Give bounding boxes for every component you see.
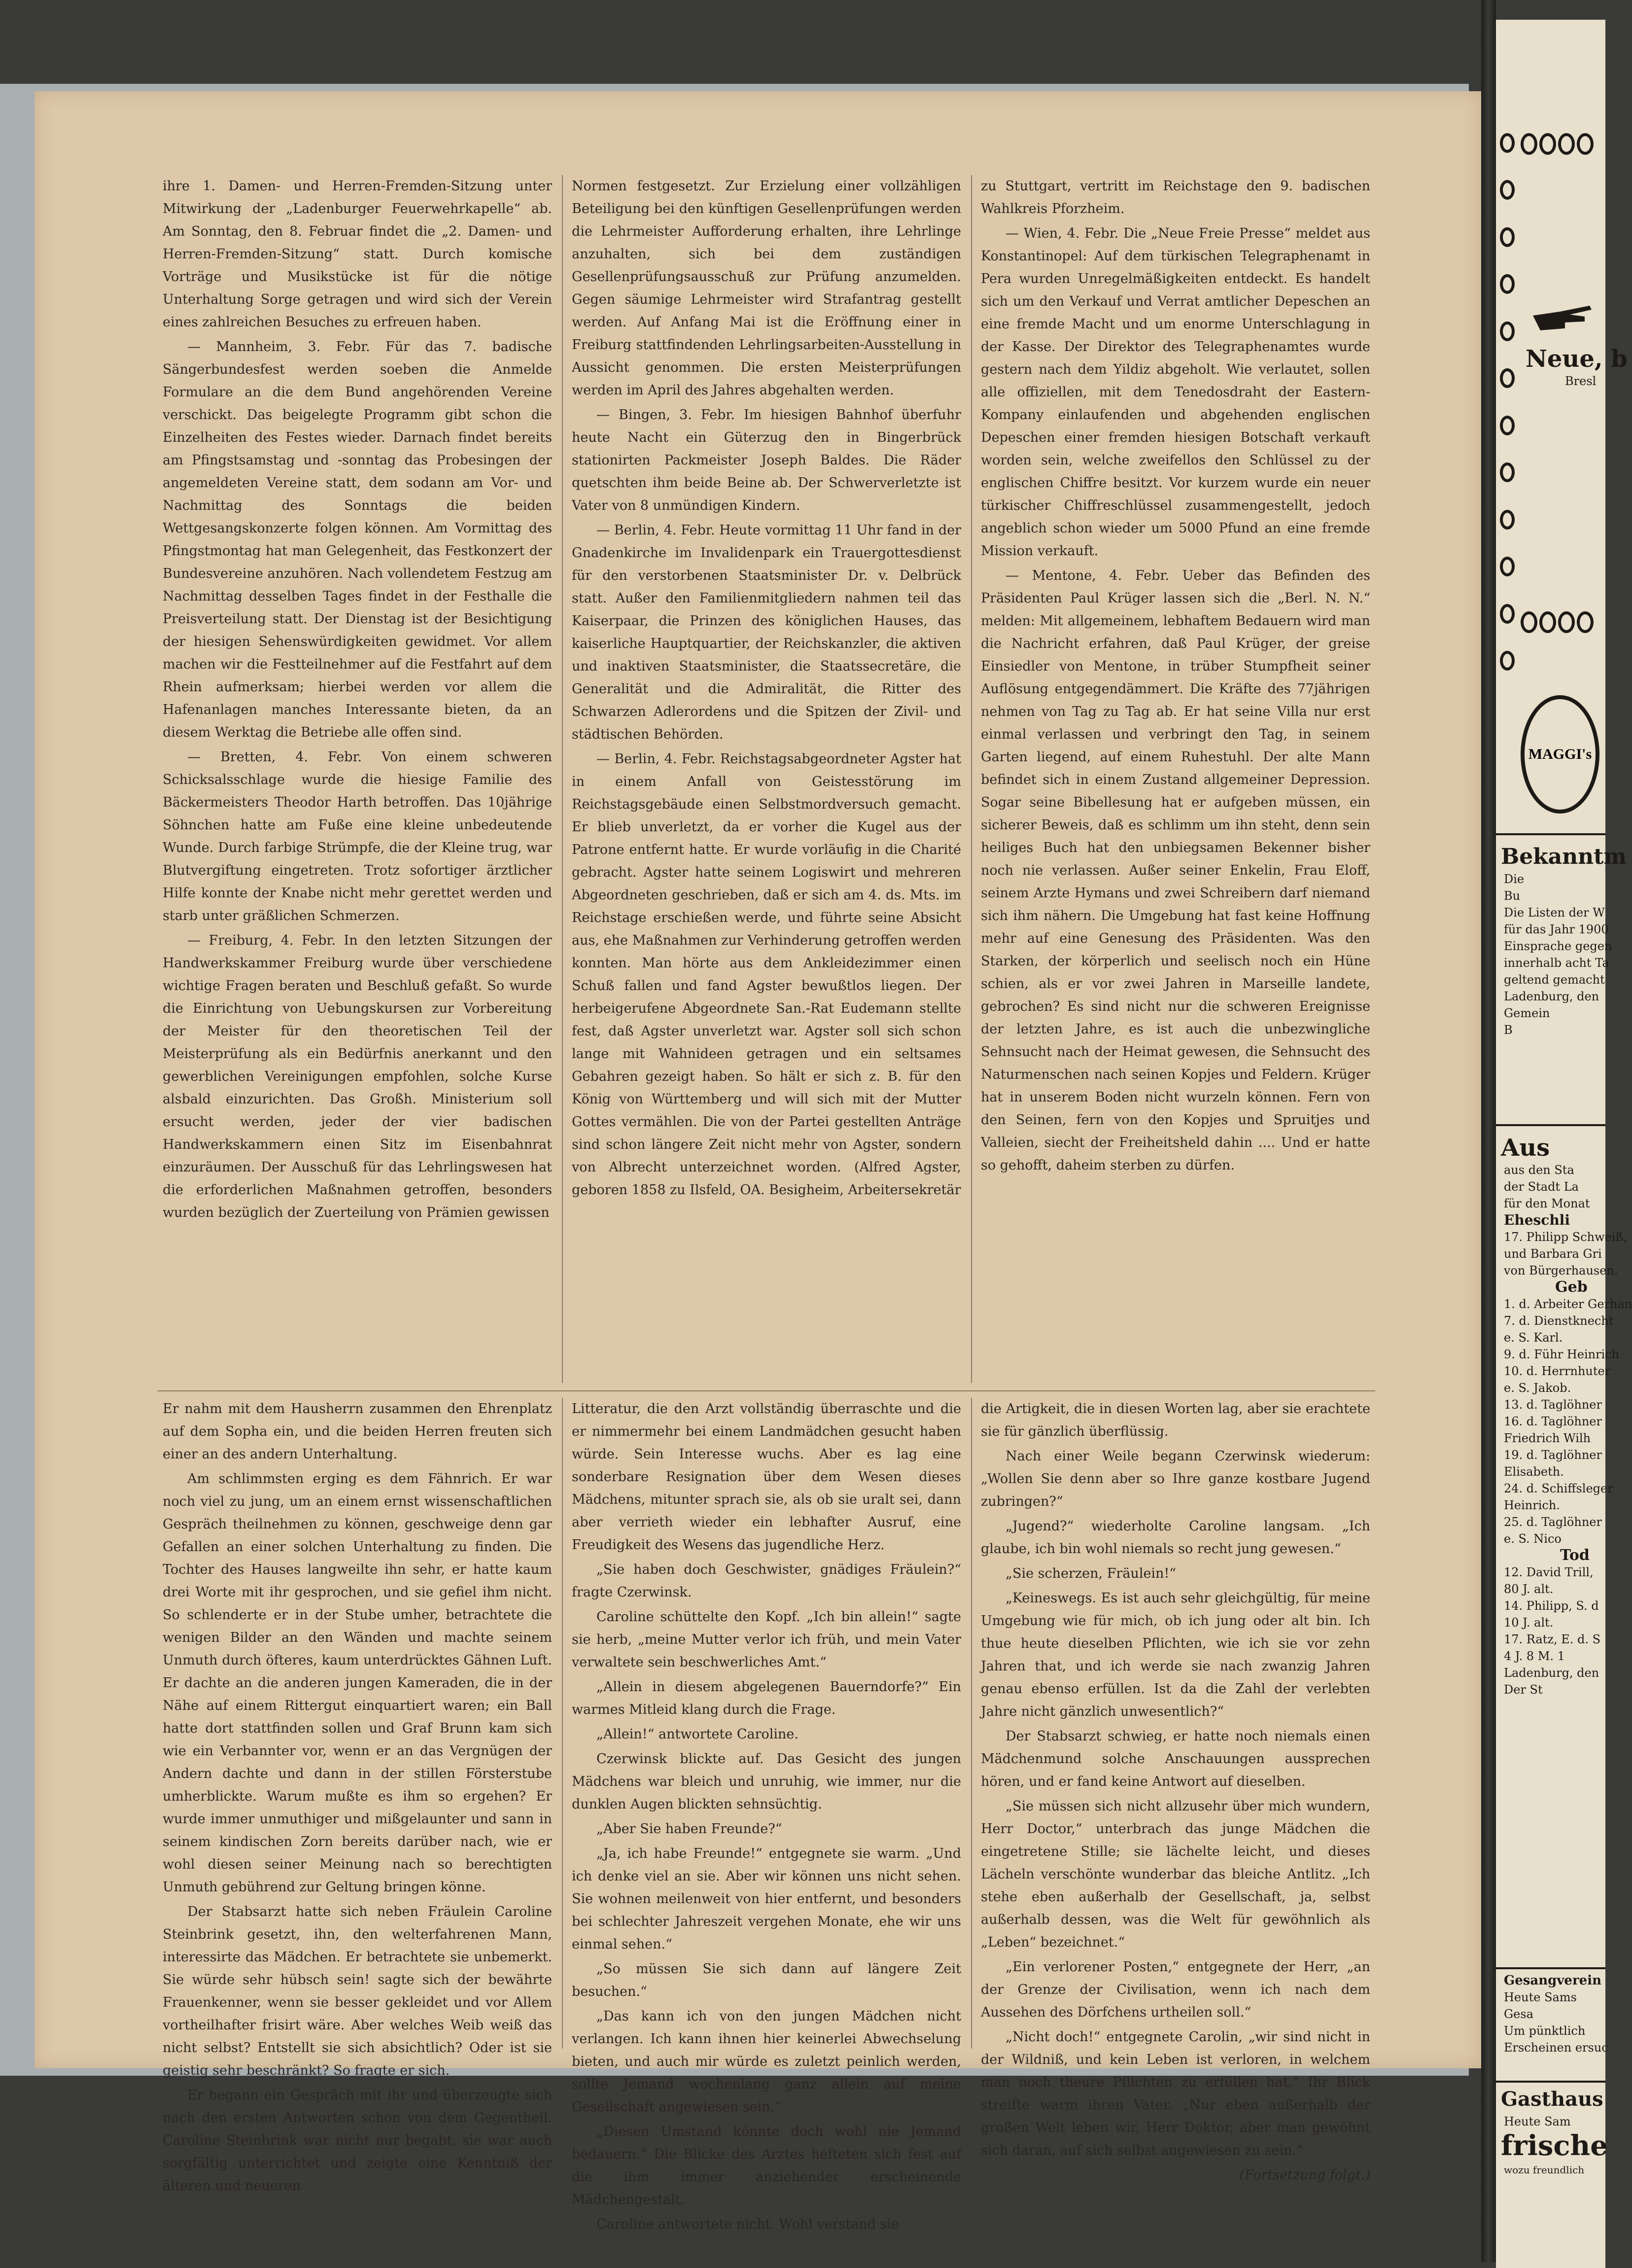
ad-text-line: 7. d. Dienstknecht xyxy=(1504,1314,1614,1328)
ad-text-line: 17. Ratz, E. d. S xyxy=(1504,1632,1601,1646)
section-rule xyxy=(1496,1967,1605,1969)
inn-ad: Gasthaus Heute Sam frische wozu freundlich xyxy=(1496,2086,1605,2178)
ad-text-line: 10 J. alt. xyxy=(1504,1616,1554,1630)
ad-text-line: Die xyxy=(1504,872,1525,886)
story-paragraph: Caroline antwortete nicht. Wohl verstand sie xyxy=(596,2217,899,2232)
book-gutter xyxy=(1481,0,1496,2262)
continuation-note: (Fortsetzung folgt.) xyxy=(1239,2167,1370,2183)
story-paragraph: „Keineswegs. Es ist auch sehr gleichgültig, für meine Umgebung wie für mich, ob ich jung oder alt bin. Ich thue heute dieselben Pflichten, wie ich sie vor zehn Jahren that, und ich werde sie nach zwanzig Jahren genau ebenso erfüllen. Ist da die Zahl der verlebten Jahre nicht gänzlich unwesentlich?“ xyxy=(981,1591,1370,1719)
maggi-ad-oval xyxy=(1521,695,1599,814)
ad-text-line: Ladenburg, den xyxy=(1504,1666,1599,1680)
ad-text-line: e. S. Jakob. xyxy=(1504,1381,1571,1395)
article-paragraph: Normen festgesetzt. Zur Erzielung einer vollzähligen Beteiligung bei den künftigen Gesellenprüfungen werden die Lehrmeister Aufforderung erhalten, ihre Lehrlinge anzuhalten, sich bei dem zuständigen Gesellenprüfungsausschuß zur Prüfung anzumelden. Gegen säumige Lehrmeister wird Strafantrag gestellt werden. Auf Anfang Mai ist die Eröffnung einer in Freiburg stattfindenden Lehrlingsarbeiten-Ausstellung in Aussicht genommen. Die ersten Meisterprüfungen werden im April des Jahres abgehalten werden. xyxy=(572,178,961,398)
column-divider xyxy=(562,1398,563,2049)
story-paragraph: die Artigkeit, die in diesen Worten lag, aber sie erachtete sie für gänzlich überflüssig. xyxy=(981,1401,1370,1439)
ring-ornament-icon xyxy=(1539,133,1556,155)
article-paragraph: — Bretten, 4. Febr. Von einem schweren Schicksalsschlage wurde die hiesige Familie des Bäckermeisters Theodor Harth betroffen. Das 10jährige Söhnchen hatte am Fuße eine kleine unbedeutende Wunde. Durch farbige Strümpfe, die der Kleine trug, war Blutvergiftung eingetreten. Trotz sofortiger ärztlicher Hilfe konnte der Knabe nicht mehr gerettet werden und starb unter gräßlichen Schmerzen. xyxy=(163,749,552,923)
ad-text-line: 80 J. alt. xyxy=(1504,1582,1554,1596)
birth-lines xyxy=(1496,1296,1632,1547)
story-paragraph: „Allein!“ antwortete Caroline. xyxy=(596,1727,799,1742)
ad-text-line: 14. Philipp, S. d xyxy=(1504,1599,1599,1613)
ad-text-line: Ladenburg, den xyxy=(1504,990,1599,1003)
ad-text-line: 9. d. Führ Heinrich xyxy=(1504,1347,1620,1361)
story-paragraph: „Sie haben doch Geschwister, gnädiges Fräulein?“ fragte Czerwinsk. xyxy=(572,1562,961,1600)
story-paragraph: Er nahm mit dem Hausherrn zusammen den Ehrenplatz auf dem Sopha ein, und die beiden Herren freuten sich einer an des andern Unterhaltung. xyxy=(163,1401,552,1462)
ring-ornament-icon xyxy=(1521,133,1537,155)
ring-ornament-icon xyxy=(1500,510,1515,530)
article-paragraph: — Mannheim, 3. Febr. Für das 7. badische Sängerbundesfest werden soeben die Anmelde Formulare an die dem Bund angehörenden Vereine verschickt. Das beigelegte Programm gibt schon die Einzelheiten des Festes wieder. Darnach findet bereits am Pfingstsamstag und -sonntag das Probesingen der angemeldeten Vereine statt, dem sodann am Vor- und Nachmittag des Sonntags die beiden Wettgesangskonzerte folgen können. Am Vormittag des Pfingstmontag hat man Gelegenheit, das Festkonzert der Bundesvereine anzuhören. Nach vollendetem Festzug am Nachmittag desselben Tages findet in der Festhalle die Preisverteilung statt. Der Dienstag ist der Besichtigung der hiesigen Sehenswürdigkeiten gewidmet. Vor allem machen wir die Festteilnehmer auf die Festfahrt auf dem Rhein aufmerksam; hierbei werden vor allem die Hafenanlagen manches Interessante bieten, da an diesem Werktag die Betriebe alle offen sind. xyxy=(163,339,552,740)
column-divider xyxy=(971,175,972,1383)
story-paragraph: Der Stabsarzt hatte sich neben Fräulein Caroline Steinbrink gesetzt, ihn, den welterfahrenen Mann, interessirte das Mädchen. Er betrachtete sie unbemerkt. Sie würde sehr hübsch sein! sagte sich der bewährte Frauenkenner, wenn sie besser gekleidet und vor Allem vortheilhafter frisirt wäre. Aber welches Weib weiß das nicht selbst? Entstellt sie sich absichtlich? Oder ist sie geistig sehr beschränkt? So fragte er sich. xyxy=(163,1904,552,2078)
ring-ornament-icon xyxy=(1500,416,1515,435)
ad-text-line: 16. d. Taglöhner xyxy=(1504,1415,1602,1428)
story-paragraph: Nach einer Weile begann Czerwinsk wiederum: „Wollen Sie denn aber so Ihre ganze kostbare Jugend zubringen?“ xyxy=(981,1449,1370,1509)
ring-ornament-icon xyxy=(1500,321,1515,341)
ad-text-line: e. S. Karl. xyxy=(1504,1331,1563,1345)
pointing-hand-icon xyxy=(1530,301,1595,335)
ad-text-line: 17. Philipp Schweiß, xyxy=(1504,1230,1628,1244)
ad-text-line: 13. d. Taglöhner xyxy=(1504,1398,1602,1412)
ad-text-line: Gemein xyxy=(1504,1006,1550,1020)
section-rule xyxy=(1496,1124,1605,1126)
death-lines xyxy=(1496,1564,1605,1698)
ad-text-line: Um pünktlich xyxy=(1504,2024,1586,2038)
story-paragraph: „Allein in diesem abgelegenen Bauerndorfe?“ Ein warmes Mitleid klang durch die Frage. xyxy=(572,1679,961,1717)
ad-text-line: Die Listen der W xyxy=(1504,906,1605,920)
article-paragraph: — Berlin, 4. Febr. Heute vormittag 11 Uhr fand in der Gnadenkirche im Invalidenpark ein Trauergottesdienst für den verstorbenen Staatsminister Dr. v. Delbrück statt. Außer den Familienmitgliedern nahmen teil das Kaiserpaar, die Prinzen des königlichen Hauses, das kaiserliche Hauptquartier, der Reichskanzler, die aktiven und inaktiven Staatsminister, die Staatssecretäre, die Generalität und die Admiralität, die Ritter des Schwarzen Adlerordens und die Spitzen der Zivil- und städtischen Behörden. xyxy=(572,523,961,742)
feuilleton-rule xyxy=(158,1390,1375,1391)
ad-headline: Neue, b Bresl xyxy=(1526,345,1628,388)
story-paragraph: Am schlimmsten erging es dem Fähnrich. Er war noch viel zu jung, um an einem ernst wissenschaftlichen Gespräch theilnehmen zu können, geschweige denn gar Gefallen an einer solchen Unterhaltung zu finden. Die Tochter des Hauses langweilte ihn sehr, er hatte kaum drei Worte mit ihr gesprochen, und sie gefiel ihm nicht. So schlenderte er in der Stube umher, betrachtete die wenigen Bilder an den Wänden und machte seinem Unmuth durch öfteres, kaum unterdrücktes Gähnen Luft. Er dachte an die anderen jungen Kameraden, die in der Nähe auf einem Rittergut einquartiert waren; ein Ball hatte dort stattfinden sollen und Graf Brunn kam sich wie ein Verbannter vor, wenn er an das Vergnügen der Andern dachte und dann in der stillen Försterstube umherblickte. Warum mußte es ihm so ergehen? Er wurde immer unmuthiger und mißgelaunter und sann in seinem kindischen Zorn bereits darüber nach, wie er wohl diesen seiner Meinung nach so berechtigten Unmuth gebührend zur Geltung bringen könne. xyxy=(163,1471,552,1895)
ad-text-line: Elisabeth. xyxy=(1504,1465,1564,1479)
ad-text-line: Einsprache gegen xyxy=(1504,939,1612,953)
notice-lines xyxy=(1496,871,1612,1038)
story-paragraph: Er begann ein Gespräch mit ihr und überzeugte sich nach den ersten Antworten schon von dem Gegentheil. Caroline Steinbrink war nicht nur begabt, sie war auch sorgfältig unterrichtet und zeigte eine Kenntniß der älteren und neueren xyxy=(163,2088,552,2194)
story-paragraph: „Ein verlorener Posten,“ entgegnete der Herr, „an der Grenze der Civilisation, wenn ich nach dem Aussehen des Dörfchens urtheilen soll.“ xyxy=(981,1959,1370,2020)
inn-ad-lines xyxy=(1496,2113,1605,2130)
story-paragraph: „So müssen Sie sich dann auf längere Zeit besuchen.“ xyxy=(572,1961,961,1999)
ornamental-ring-row xyxy=(1521,133,1594,155)
column-divider xyxy=(562,175,563,1383)
ad-text-line: 25. d. Taglöhner xyxy=(1504,1515,1602,1529)
section-rule xyxy=(1496,833,1605,835)
article-paragraph: — Mentone, 4. Febr. Ueber das Befinden des Präsidenten Paul Krüger lassen sich die „Berl. N. N.“ melden: Mit allgemeinem, lebhaftem Bedauern wird man die Nachricht erfahren, daß Paul Krüger, der greise Einsiedler von Mentone, in trüber Stumpfheit seiner Auflösung entgegendämmert. Die Kräfte des 77jährigen nehmen von Tag zu Tag ab. Er hat seine Villa nur erst einmal verlassen und verbringt den Tag, in seinem Garten liegend, auf einem Ruhestuhl. Der alte Mann befindet sich in einem Zustand allgemeiner Depression. Sogar seine Bibellesung hat er aufgeben müssen, ein sicherer Beweis, daß es schlimm um ihn steht, denn sein heiliges Buch hat den unbiegsamen Bekenner bisher noch nie verlassen. Außer seiner Enkelin, Frau Eloff, seinem Arzte Hymans und zwei Schreibern darf niemand sich ihm nähern. Die Umgebung hat fast keine Hoffnung mehr auf eine Genesung des Präsidenten. Was den Starken, der körperlich und seelisch noch ein Hüne schien, als er vor zwei Jahren in Marseille landete, gebrochen? Es sind nicht nur die schweren Ereignisse der letzten Jahre, es ist auch die unbezwingliche Sehnsucht nach der Heimat gewesen, die Sehnsucht des Naturmenschen nach seinen Kopjes und Feldern. Krüger hat in unserem Boden nicht wurzeln können. Fern von den Seinen, fern von den Kopjes und Spruitjes und Valleien, siecht der Freiheitsheld dahin .... Und er hatte so gehofft, daheim sterben zu dürfen. xyxy=(981,568,1370,1173)
ring-ornament-icon xyxy=(1521,611,1537,633)
ad-text-line: für den Monat xyxy=(1504,1197,1590,1210)
bottom-column-2 xyxy=(572,1398,961,2232)
ad-text-line: Gesa xyxy=(1504,2007,1533,2021)
ad-text-line: innerhalb acht Ta xyxy=(1504,956,1609,970)
column-divider xyxy=(971,1398,972,2049)
article-paragraph: — Bingen, 3. Febr. Im hiesigen Bahnhof überfuhr heute Nacht ein Güterzug den in Bingerbrück stationirten Packmeister Joseph Baldes. Die Räder quetschten ihm beide Beine ab. Der Schwerverletzte ist Vater von 8 unmündigen Kindern. xyxy=(572,407,961,513)
ad-text-line: 4 J. 8 M. 1 xyxy=(1504,1649,1565,1663)
ad-text-line: aus den Sta xyxy=(1504,1163,1574,1177)
article-paragraph: zu Stuttgart, vertritt im Reichstage den 9. badischen Wahlkreis Pforzheim. xyxy=(981,178,1370,216)
article-paragraph: — Freiburg, 4. Febr. In den letzten Sitzungen der Handwerkskammer Freiburg wurde über verschiedene wichtige Fragen beraten und Beschluß gefaßt. So wurde die Einrichtung von Uebungskursen zur Vorbereitung der Meister für den theoretischen Teil der Meisterprüfung als ein Bedürfnis anerkannt und den gewerblichen Vereinigungen empfohlen, solche Kurse alsbald einzurichten. Das Großh. Ministerium soll ersucht werden, jeder der vier badischen Handwerkskammern einen Sitz im Eisenbahnrat einzuräumen. Der Ausschuß für das Lehrlingswesen hat die erforderlichen Maßnahmen getroffen, besonders wurden bezüglich der Zuerteilung von Prämien gewissen xyxy=(163,933,552,1220)
notice-block: Bekanntm Die Bu Die Listen der W für das Jahr 1900 Einsprache gegen innerhalb acht Ta geltend gemacht Ladenburg, den Gemein B xyxy=(1496,843,1605,1038)
story-paragraph: „Das kann ich von den jungen Mädchen nicht verlangen. Ich kann ihnen hier keinerlei Abwechselung bieten, und auch mir würde es zuletzt peinlich werden, sollte Jemand wochenlang ganz allein auf meine Gesellschaft angewiesen sein.“ xyxy=(572,2009,961,2115)
ad-text-line: Heute Sams xyxy=(1504,1990,1577,2004)
ad-text-line: 12. David Trill, xyxy=(1504,1565,1594,1579)
ad-text-line: Heinrich. xyxy=(1504,1498,1560,1512)
story-paragraph: Czerwinsk blickte auf. Das Gesicht des jungen Mädchens war bleich und unruhig, wie immer, nur die dunklen Augen blickten sehnsüchtig. xyxy=(572,1751,961,1812)
ring-ornament-icon xyxy=(1558,133,1575,155)
ad-text-line: 24. d. Schiffsleger xyxy=(1504,1482,1613,1495)
ring-ornament-icon xyxy=(1500,133,1515,153)
ring-ornament-icon xyxy=(1500,274,1515,294)
registry-block: Aus aus den Sta der Stadt La für den Monat Eheschli 17. Philipp Schweiß, und Barbara Gri von Bürgerhausen. Geb 1. d. Arbeiter Gerhan 7. d. Dienstknecht e. S. Karl. 9. d. Führ Heinrich 10. d. Herrnhuter e. S. Jakob. 13. d. Taglöhner 16. d. Taglöhner Friedrich Wilh 19. d. Taglöhner Elisabeth. 24. d. Schiffsleger Heinrich. 25. d. Taglöhner e. S. Nico Tod 12. David Trill, 80 J. alt. 14. Philipp, S. d 10 J. alt. 17. Ratz, E. d. S 4 J. 8 M. 1 Ladenburg, den Der St xyxy=(1496,1134,1605,1698)
article-paragraph: ihre 1. Damen- und Herren-Fremden-Sitzung unter Mitwirkung der „Ladenburger Feuerwehrkapelle“ ab. Am Sonntag, den 8. Februar findet die „2. Damen- und Herren-Fremden-Sitzung“ statt. Durch komische Vorträge und Musikstücke ist für die nötige Unterhaltung Sorge getragen und wird sich der Verein eines zahlreichen Besuches zu erfreuen haben. xyxy=(163,178,552,330)
story-paragraph: „Nicht doch!“ entgegnete Carolin, „wir sind nicht in der Wildniß, und kein Leben ist verloren, in welchem man noch theure Pflichten zu erfüllen hat.“ Ihr Blick streifte warm ihren Vater. „Nur eben außerhalb der großen Welt leben wir, Herr Doktor, aber man gewöhnt sich daran, auf sich selbst angewiesen zu sein.“ xyxy=(981,2029,1370,2158)
ad-text-line: 19. d. Taglöhner xyxy=(1504,1448,1602,1462)
top-column-3 xyxy=(981,175,1370,1383)
ring-ornament-icon xyxy=(1500,604,1515,624)
ad-text-line: von Bürgerhausen. xyxy=(1504,1264,1618,1277)
top-column-1 xyxy=(163,175,552,1383)
article-paragraph: — Berlin, 4. Febr. Reichstagsabgeordneter Agster hat in einem Anfall von Geistesstörung im Reichstagsgebäude einen Selbstmordversuch gemacht. Er blieb unverletzt, da er vorher die Kugel aus der Patrone entfernt hatte. Er wurde vorläufig in die Charité gebracht. Agster hatte seinem Logiswirt und mehreren Abgeordneten geschrieben, daß er sich am 4. ds. Mts. im Reichstage erschießen werde, und führte seine Absicht aus, ehe Maßnahmen zur Verhinderung getroffen werden konnten. Man hörte aus dem Ankleidezimmer einen Schuß fallen und fand Agster bewußtlos liegen. Der herbeigerufene Abgeordnete San.-Rat Eudemann stellte fest, daß Agster unverletzt war. Agster soll sich schon lange mit Wahnideen getragen und ein seltsames Gebahren gezeigt haben. So hält er sich z. B. für den König von Württemberg und will sich mit der Mutter Gottes vermählen. Die von der Partei gestellten Anträge sind schon längere Zeit nicht mehr von Agster, sondern von Albrecht unterzeichnet worden. (Alfred Agster, geboren 1858 zu Ilsfeld, OA. Besigheim, Arbeitersekretär xyxy=(572,751,961,1198)
ornamental-ring-row xyxy=(1521,611,1594,633)
choir-ad: Gesangverein Heute Sams Gesa Um pünktlich Erscheinen ersuc xyxy=(1496,1972,1605,2056)
ring-ornament-icon xyxy=(1539,611,1556,633)
bottom-column-1 xyxy=(163,1398,552,2194)
ad-text-line: und Barbara Gri xyxy=(1504,1247,1602,1261)
story-paragraph: „Sie müssen sich nicht allzusehr über mich wundern, Herr Doctor,“ unterbrach das junge Mädchen die eingetretene Stille; sie lächelte leicht, und dieses Lächeln verschönte wunderbar das bleiche Antlitz. „Ich stehe eben außerhalb der Gesellschaft, ja, selbst außerhalb dessen, was die Welt für gewöhnlich als „Leben“ bezeichnet.“ xyxy=(981,1799,1370,1950)
story-paragraph: Der Stabsarzt schwieg, er hatte noch niemals einen Mädchenmund solche Anschauungen aussprechen hören, und er fand keine Antwort auf dieselben. xyxy=(981,1729,1370,1789)
newspaper-page xyxy=(35,91,1481,2232)
choir-ad-lines xyxy=(1496,1989,1608,2056)
marriage-lines xyxy=(1496,1229,1628,1279)
ring-ornament-icon xyxy=(1558,611,1575,633)
ad-text-line: e. S. Nico xyxy=(1504,1532,1562,1546)
ring-ornament-icon xyxy=(1500,227,1515,247)
story-paragraph: „Diesen Umstand könnte doch wohl nie Jemand bedauern.“ Die Blicke des Arztes hefteten sich fest auf die ihm immer anziehender erscheinende Mädchengestalt. xyxy=(572,2124,961,2207)
ad-text-line: Heute Sam xyxy=(1504,2115,1571,2128)
section-rule xyxy=(1496,2081,1605,2083)
story-paragraph: „Ja, ich habe Freunde!“ entgegnete sie warm. „Und ich denke viel an sie. Aber wir können uns nicht sehen. Sie wohnen meilenweit von hier entfernt, und besonders bei schlechter Jahreszeit vergehen Monate, ehe wir uns einmal sehen.“ xyxy=(572,1846,961,1952)
adjacent-page xyxy=(1496,20,1632,2268)
article-paragraph: — Wien, 4. Febr. Die „Neue Freie Presse“ meldet aus Konstantinopel: Auf dem türkischen Telegraphenamt in Pera wurden Unregelmäßigkeiten entdeckt. Es handelt sich um den Verkauf und Verrat amtlicher Depeschen an eine fremde Macht und um enorme Unterschlagung in der Kasse. Der Direktor des Telegraphenamtes wurde gestern nach dem Yildiz abgeholt. Wie verlautet, sollen alle offiziellen, mit dem Tenedosdraht der Eastern-Kompany einlaufenden und abgehenden englischen Depeschen einer fremden hiesigen Botschaft verkauft worden sein, welche zweifellos den Schlüssel zu der englischen Chiffre besitzt. Vor kurzem wurde ein neuer türkischer Chiffreschlüssel zusammengestellt, jedoch angeblich schon wieder um 5000 Pfund an eine fremde Mission verkauft. xyxy=(981,226,1370,559)
story-paragraph: Litteratur, die den Arzt vollständig überraschte und die er nimmermehr bei einem Landmädchen gesucht haben würde. Sein Interesse wuchs. Aber es lag eine sonderbare Resignation über dem Wesen dieses Mädchens, mitunter sprach sie, als ob sie uralt sei, dann aber verrieth wieder ein lebhafter Ausruf, eine Freudigkeit des Wesens das jugendliche Herz. xyxy=(572,1401,961,1553)
story-paragraph: „Jugend?“ wiederholte Caroline langsam. „Ich glaube, ich bin wohl niemals so recht jung gewesen.“ xyxy=(981,1519,1370,1557)
ring-ornament-icon xyxy=(1500,651,1515,671)
top-column-2 xyxy=(572,175,961,1383)
ad-text-line: 10. d. Herrnhuter xyxy=(1504,1364,1611,1378)
story-paragraph: Caroline schüttelte den Kopf. „Ich bin allein!“ sagte sie herb, „meine Mutter verlor ich früh, und mein Vater verwaltete sein beschwerliches Amt.“ xyxy=(572,1609,961,1670)
ring-ornament-icon xyxy=(1500,180,1515,200)
ring-ornament-icon xyxy=(1500,557,1515,576)
bottom-column-3 xyxy=(981,1398,1370,2183)
ad-text-line: Erscheinen ersuc xyxy=(1504,2041,1608,2055)
ad-text-line: für das Jahr 1900 xyxy=(1504,922,1609,936)
registry-intro-lines xyxy=(1496,1162,1605,1212)
ad-text-line: 1. d. Arbeiter Gerhan xyxy=(1504,1297,1632,1311)
ad-text-line: B xyxy=(1504,1023,1513,1037)
ad-text-line: der Stadt La xyxy=(1504,1180,1579,1194)
ring-ornament-icon xyxy=(1577,611,1594,633)
ad-text-line: Friedrich Wilh xyxy=(1504,1431,1591,1445)
ornamental-ring-border xyxy=(1500,133,1520,671)
ad-text-line: Der St xyxy=(1504,1683,1543,1697)
ring-ornament-icon xyxy=(1500,462,1515,482)
ad-text-line: geltend gemacht xyxy=(1504,973,1605,987)
story-paragraph: „Sie scherzen, Fräulein!“ xyxy=(1006,1566,1177,1581)
ad-text-line: Bu xyxy=(1504,889,1521,903)
ring-ornament-icon xyxy=(1577,133,1594,155)
story-paragraph: „Aber Sie haben Freunde?“ xyxy=(596,1821,782,1837)
maggi-label: MAGGI's xyxy=(1528,746,1592,762)
